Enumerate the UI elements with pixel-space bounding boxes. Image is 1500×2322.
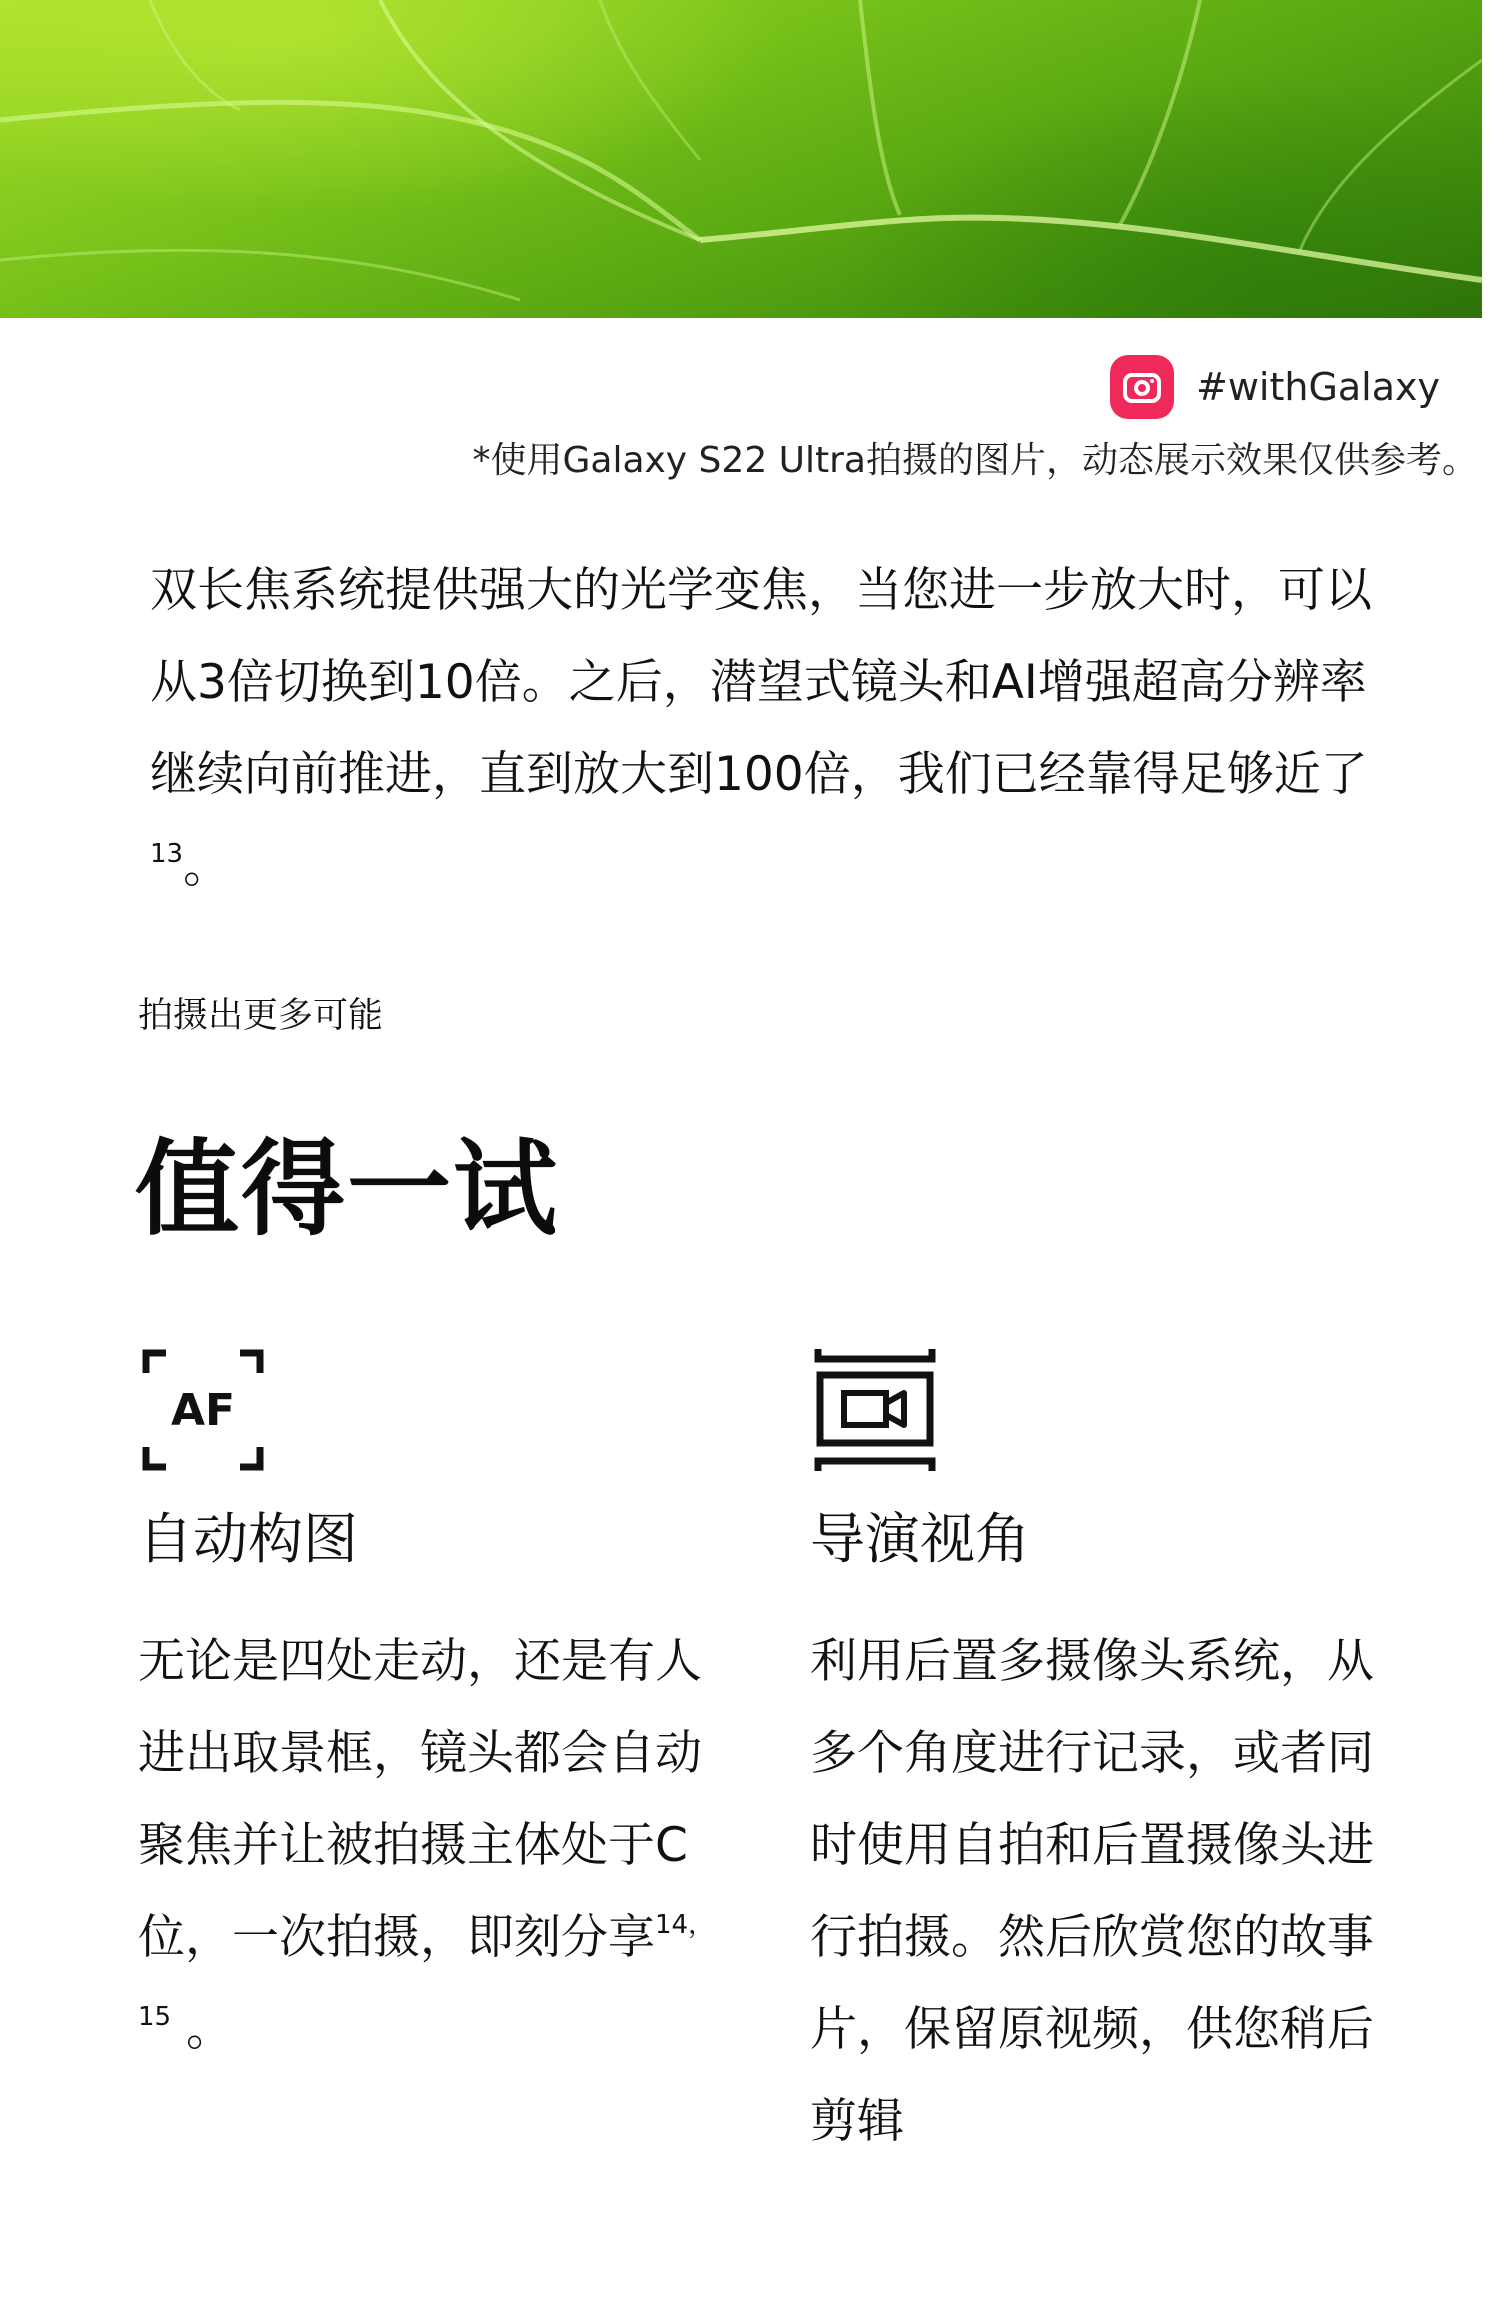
feature-auto-framing — [138, 1345, 718, 2076]
feature-description: 利用后置多摄像头系统，从多个角度进行记录，或者同时使用自拍和后置摄像头进行拍摄。然后欣赏您的故事片，保留原视频，供您稍后剪辑 — [810, 1634, 1374, 2149]
hashtag-text: #withGalaxy — [1195, 365, 1440, 409]
feature-directors-view — [810, 1345, 1390, 2168]
intro-text: 双长焦系统提供强大的光学变焦，当您进一步放大时，可以从3倍切换到10倍。之后，潜望式镜头和AI增强超高分辨率继续向前推进，直到放大到100倍，我们已经靠得足够近了 — [150, 563, 1372, 802]
photo-disclaimer: *使用Galaxy S22 Ultra拍摄的图片，动态展示效果仅供参考。 — [472, 440, 1478, 481]
feature-title: 自动构图 — [138, 1507, 359, 1571]
intro-end: 。 — [183, 839, 231, 894]
section-heading: 值得一试 — [135, 1128, 560, 1250]
page-bottom-space — [0, 2200, 1500, 2322]
feature-body-text: 无论是四处走动，还是有人进出取景框，镜头都会自动聚焦并让被拍摄主体处于C位，一次拍摄，即刻分享 — [138, 1634, 702, 1965]
leaf-veins — [0, 0, 1482, 318]
autofocus-icon-label: AF — [170, 1385, 236, 1436]
social-hashtag-row — [1110, 355, 1440, 419]
autofocus-icon — [138, 1345, 718, 1475]
feature-body-end: 。 — [171, 2002, 234, 2057]
directors-view-icon — [810, 1345, 1390, 1475]
feature-description — [138, 1616, 718, 2076]
intro-footnote: 13 — [150, 839, 184, 869]
feature-footnote: 14，15 — [138, 1910, 715, 2032]
intro-paragraph — [150, 545, 1380, 913]
feature-title: 导演视角 — [810, 1507, 1031, 1571]
instagram-icon — [1110, 355, 1174, 419]
hero-leaf-image — [0, 0, 1482, 318]
section-eyebrow: 拍摄出更多可能 — [138, 996, 384, 1036]
